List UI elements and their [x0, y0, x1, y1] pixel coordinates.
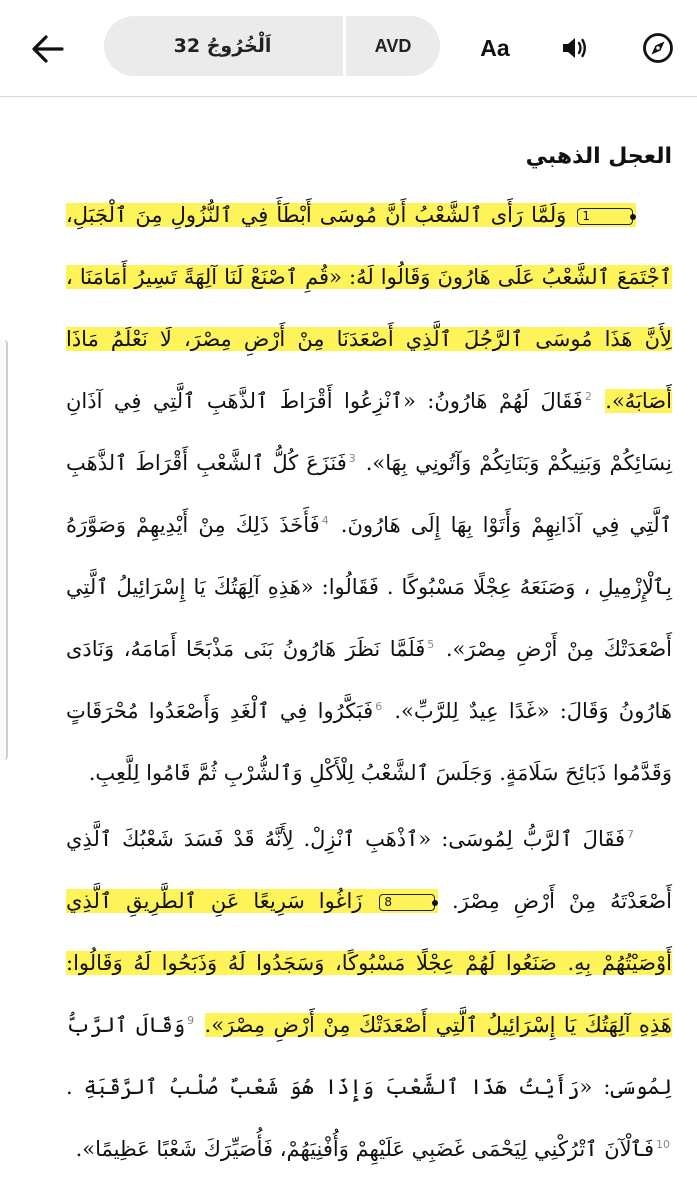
audio-button[interactable] [555, 30, 591, 66]
verse-number: 4 [321, 514, 329, 527]
paragraph [66, 808, 672, 1180]
verse-number-marker: 8 [379, 894, 435, 911]
verse-text[interactable]: فَأَخَذَ ذَلِكَ مِنْ أَيْدِيهِمْ وَصَوَّرَهُ بِٱلْإِزْمِيلِ ، وَصَنَعَهُ عِجْلًا مَسْبُوكًا . فَقَالُوا: «هَذِهِ آلِهَتُكَ يَا إِسْرَائِيلُ ٱلَّتِي أَصْعَدَتْكَ مِنْ أَرْضِ مِصْرَ». [66, 513, 672, 661]
verse-number: 2 [584, 390, 592, 403]
book-chapter-button[interactable]: اَلْخُرُوجُ 32 [173, 35, 272, 57]
passage-selector [104, 16, 440, 76]
verse-text: وَلَمَّا رَأَى ٱلشَّعْبُ أَنَّ مُوسَى أَبْطَأَ فِي ٱلنُّزُولِ مِنَ ٱلْجَبَلِ، ٱجْتَمَعَ ٱلشَّعْبُ عَلَى هَارُونَ وَقَالُوا لَهُ: «قُمِ ٱصْنَعْ لَنَا آلِهَةً تَسِيرُ أَمَامَنَا ، لِأَنَّ هَذَا مُوسَى ٱلرَّجُلَ ٱلَّذِي أَصْعَدَنَا مِنْ أَرْضِ مِصْرَ، لَا نَعْلَمُ مَاذَا أَصَابَهُ». [66, 203, 672, 413]
verse-number: 6 [375, 700, 383, 713]
verse[interactable] [66, 203, 672, 413]
font-settings-button[interactable]: Aa [480, 34, 510, 61]
top-bar [0, 0, 697, 97]
verse-text[interactable]: فَقَالَ ٱلرَّبُّ لِمُوسَى: «ٱذْهَبِ ٱنْزِلْ. لِأَنَّهُ قَدْ فَسَدَ شَعْبُكَ ٱلَّذِي أَصْعَدْتَهُ مِنْ أَرْضِ مِصْرَ. [66, 827, 672, 913]
verse-number: 7 [627, 828, 634, 841]
verse-text[interactable]: فَلَمَّا نَظَرَ هَارُونُ بَنَى مَذْبَحًا أَمَامَهُ، وَنَادَى هَارُونُ وَقَالَ: «غَدًا عِيدٌ لِلرَّبِّ». [66, 637, 672, 723]
compass-icon [640, 30, 676, 66]
back-button[interactable] [26, 27, 70, 71]
arrow-left-icon [26, 27, 70, 71]
side-drawer-handle[interactable] [0, 340, 8, 760]
verse-text[interactable]: فَنَزَعَ كُلُّ ٱلشَّعْبِ أَقْرَاطَ ٱلذَّهَبِ ٱلَّتِي فِي آذَانِهِمْ وَأَتَوْا بِهَا إِلَى هَارُونَ. [66, 451, 672, 537]
paragraph [66, 184, 672, 804]
verse-text: زَاغُوا سَرِيعًا عَنِ ٱلطَّرِيقِ ٱلَّذِي أَوْصَيْتُهُمْ بِهِ. صَنَعُوا لَهُمْ عِجْلًا مَسْبُوكًا، وَسَجَدُوا لَهُ وَذَبَحُوا لَهُ وَقَالُوا: هَذِهِ آلِهَتُكَ يَا إِسْرَائِيلُ ٱلَّتِي أَصْعَدَتْكَ مِنْ أَرْضِ مِصْرَ». [66, 889, 672, 1037]
verse-number: 3 [348, 452, 356, 465]
verse-text[interactable]: فَقَالَ لَهُمْ هَارُونُ: «ٱنْزِعُوا أَقْرَاطَ ٱلذَّهَبِ ٱلَّتِي فِي آذَانِ نِسَائِكُمْ وَبَنِيكُمْ وَبَنَاتِكُمْ وَآتُونِي بِهَا». [66, 389, 672, 475]
verse-number: 9 [187, 1014, 195, 1027]
version-button[interactable]: AVD [374, 35, 412, 56]
section-heading: العجل الذهبي [525, 144, 672, 169]
verse-text[interactable]: فَبَكَّرُوا فِي ٱلْغَدِ وَأَصْعَدُوا مُحْرَقَاتٍ وَقَدَّمُوا ذَبَائِحَ سَلَامَةٍ. وَجَلَسَ ٱلشَّعْبُ لِلْأَكْلِ وَٱلشُّرْبِ ثُمَّ قَامُوا لِلَّعِبِ. [66, 699, 672, 785]
speaker-icon [555, 30, 591, 66]
verse-number: 10 [656, 1138, 670, 1151]
passage-content [66, 130, 672, 1180]
verse-text[interactable]: وَقَالَ ٱلرَّبُّ لِمُوسَى: «رَأَيْتُ هَذَا ٱلشَّعْبَ وَإِذَا هُوَ شَعْبٌ صُلْبُ ٱلرَّقَبَةِ . [66, 1013, 672, 1099]
verse-number: 5 [427, 638, 435, 651]
compass-button[interactable] [640, 30, 676, 66]
verse-text[interactable]: فَٱلْآنَ ٱتْرُكْنِي لِيَحْمَى غَضَبِي عَلَيْهِمْ وَأُفْنِيَهُمْ، فَأُصَيِّرَكَ شَعْبًا عَظِيمًا». [75, 1137, 654, 1161]
verse-number-marker: 1 [577, 208, 633, 225]
